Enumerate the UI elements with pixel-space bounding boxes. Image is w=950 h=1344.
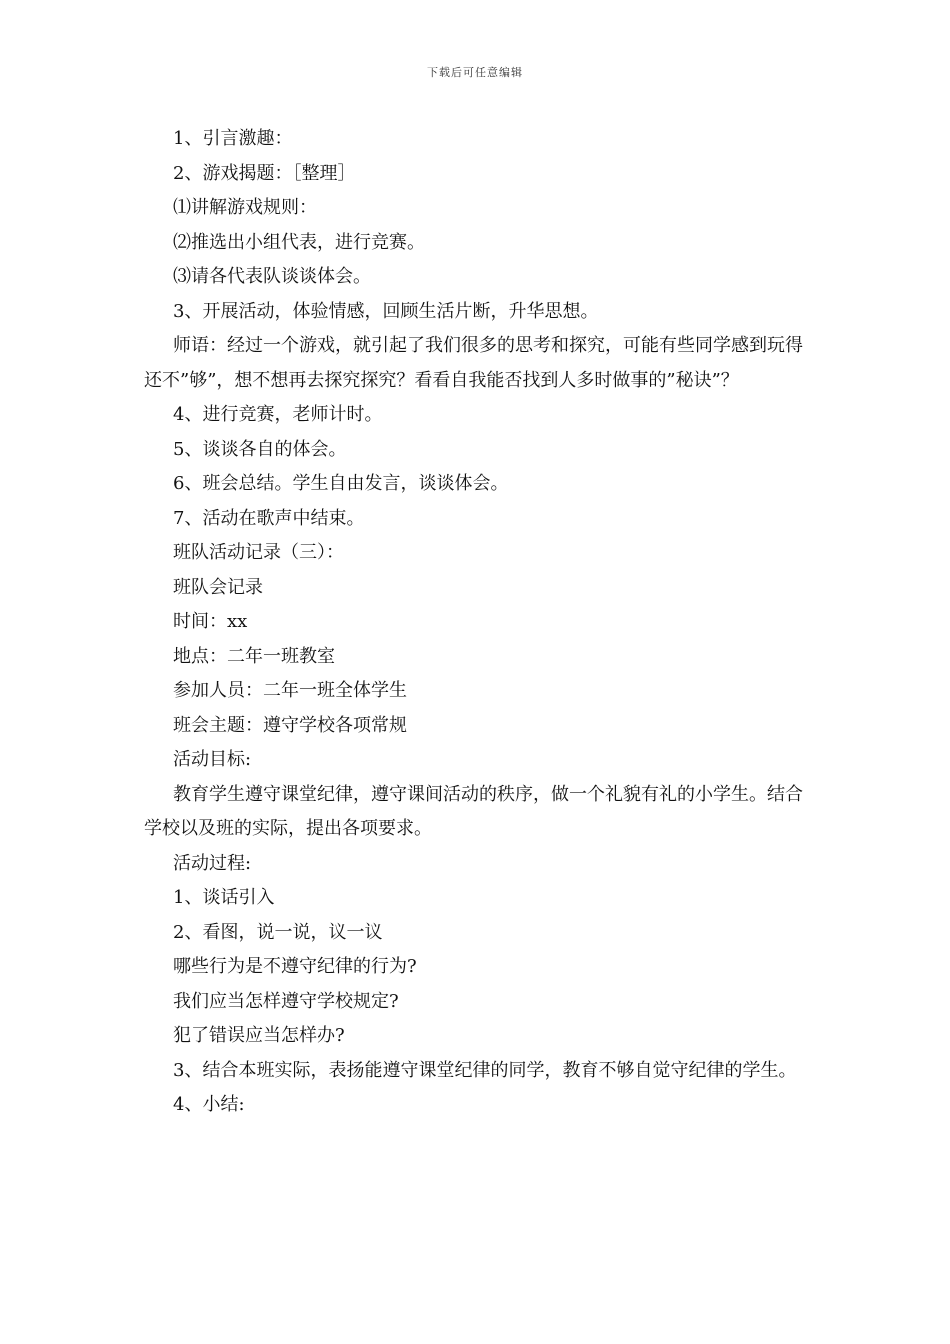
- page-header: 下载后可任意编辑: [427, 66, 523, 79]
- paragraph: 2、游戏揭题：［整理］: [173, 162, 356, 184]
- paragraph: ⑶请各代表队谈谈体会。: [173, 266, 371, 287]
- paragraph: 4、小结:: [173, 1094, 245, 1115]
- paragraph: 6、班会总结。学生自由发言，谈谈体会。: [173, 473, 509, 494]
- paragraph: 1、引言激趣：: [173, 128, 293, 149]
- paragraph: 参加人员：二年一班全体学生: [173, 680, 407, 701]
- paragraph: 师语：经过一个游戏，就引起了我们很多的思考和探究，可能有些同学感到玩得还不”够”，想不想再去探究探究？看看自我能否找到人多时做事的”秘诀”？: [144, 335, 803, 391]
- paragraph: 我们应当怎样遵守学校规定?: [173, 990, 399, 1012]
- paragraph: 5、谈谈各自的体会。: [173, 438, 347, 460]
- paragraph: ⑴讲解游戏规则：: [173, 197, 317, 218]
- paragraph: 活动目标:: [173, 749, 252, 770]
- paragraph: 2、看图，说一说，议一议: [173, 921, 383, 943]
- paragraph: ⑵推选出小组代表，进行竞赛。: [173, 231, 425, 253]
- paragraph: 犯了错误应当怎样办?: [173, 1025, 345, 1046]
- paragraph: 3、结合本班实际，表扬能遵守课堂纪律的同学，教育不够自觉守纪律的学生。: [173, 1059, 797, 1081]
- paragraph: 时间：xx: [173, 611, 248, 632]
- paragraph: 教育学生遵守课堂纪律，遵守课间活动的秩序，做一个礼貌有礼的小学生。结合学校以及班的实际，提出各项要求。: [144, 783, 803, 839]
- paragraph: 班队会记录: [173, 576, 263, 598]
- paragraph: 地点：二年一班教室: [173, 645, 335, 667]
- paragraph: 1、谈话引入: [173, 887, 275, 908]
- paragraph: 哪些行为是不遵守纪律的行为?: [173, 956, 417, 977]
- paragraph: 活动过程:: [173, 852, 252, 874]
- paragraph: 4、进行竞赛，老师计时。: [173, 404, 383, 425]
- document-body: [144, 122, 810, 1123]
- paragraph: 班会主题：遵守学校各项常规: [173, 714, 407, 736]
- paragraph: 班队活动记录（三）：: [173, 542, 344, 563]
- paragraph: 3、开展活动，体验情感，回顾生活片断，升华思想。: [173, 300, 599, 322]
- paragraph: 7、活动在歌声中结束。: [173, 507, 365, 529]
